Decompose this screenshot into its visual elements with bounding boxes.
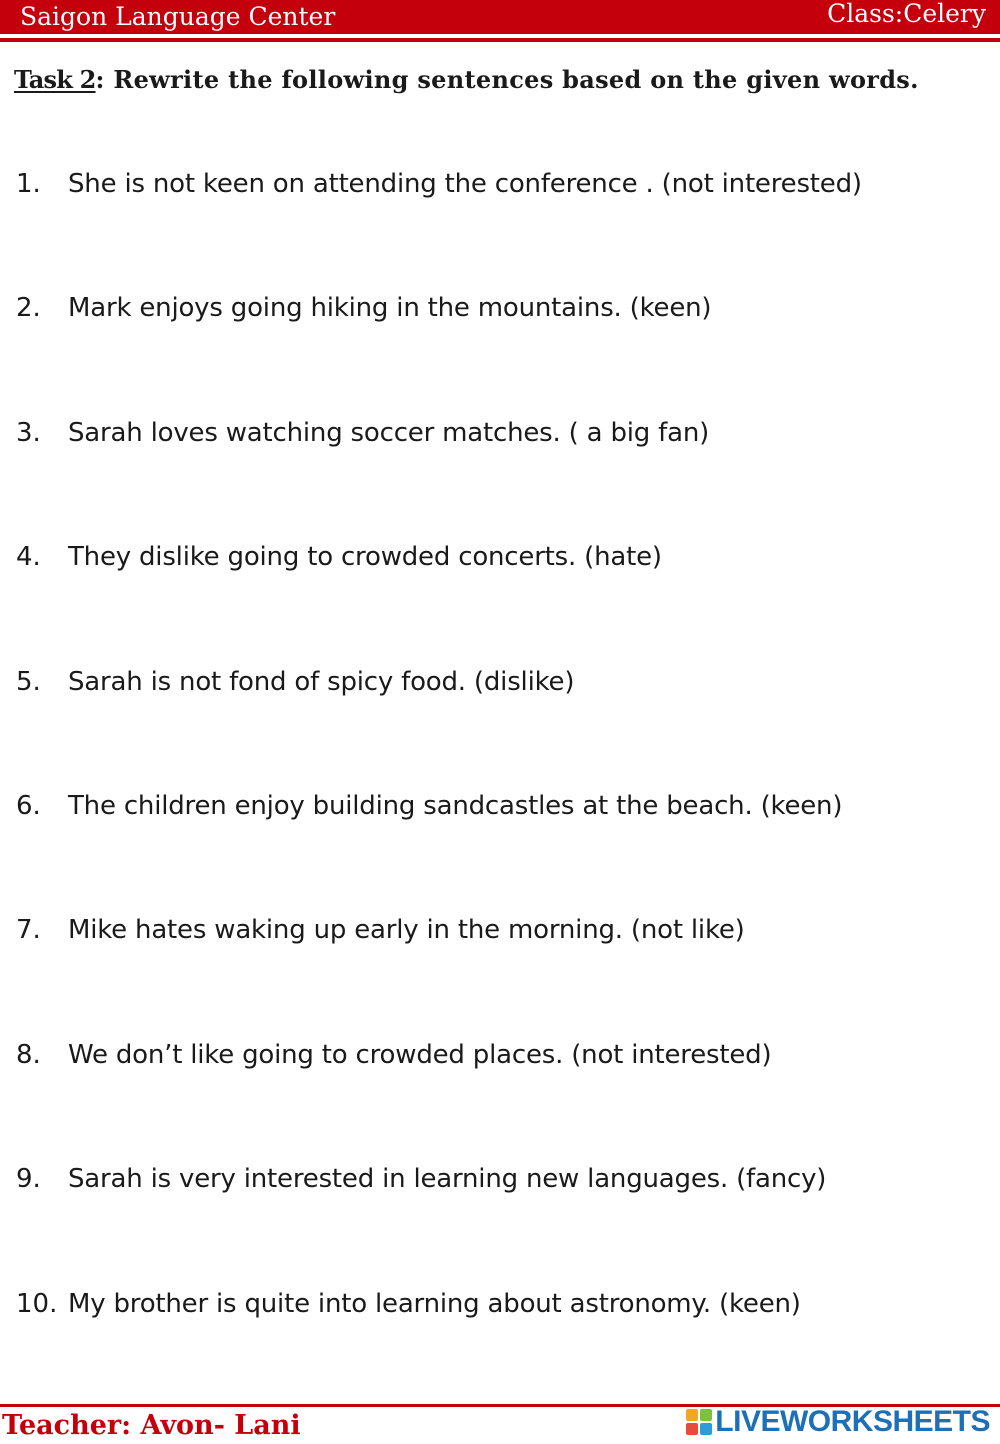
liveworksheets-logo-icon — [686, 1409, 712, 1435]
exercise-sentence: Sarah is not fond of spicy food. (dislike) — [68, 667, 575, 697]
exercise-sentence: They dislike going to crowded concerts. (hate) — [68, 542, 662, 572]
exercise-number: 10. — [16, 1289, 58, 1319]
exercise-item-5 — [16, 662, 976, 702]
exercise-sentence: Mark enjoys going hiking in the mountains. (keen) — [68, 293, 712, 323]
exercise-number: 1. — [16, 169, 41, 199]
exercise-sentence: The children enjoy building sandcastles at the beach. (keen) — [68, 791, 843, 821]
exercise-sentence: Mike hates waking up early in the morning. (not like) — [68, 915, 745, 945]
exercise-number: 9. — [16, 1164, 41, 1194]
exercise-number: 2. — [16, 293, 41, 323]
exercise-item-3 — [16, 413, 976, 453]
exercise-sentence: We don’t like going to crowded places. (not interested) — [68, 1040, 772, 1070]
exercise-item-4 — [16, 537, 976, 577]
exercise-sentence: Sarah loves watching soccer matches. ( a big fan) — [68, 418, 710, 448]
exercise-number: 5. — [16, 667, 41, 697]
exercise-sentence: My brother is quite into learning about astronomy. (keen) — [68, 1289, 801, 1319]
teacher-name: Teacher: Avon- Lani — [2, 1410, 301, 1441]
exercise-item-8 — [16, 1035, 976, 1075]
exercise-number: 6. — [16, 791, 41, 821]
class-label: Class:Celery — [827, 0, 986, 28]
exercise-item-10 — [16, 1284, 976, 1324]
exercise-sentence: Sarah is very interested in learning new languages. (fancy) — [68, 1164, 827, 1194]
exercise-item-7 — [16, 910, 976, 950]
brand-name: LIVEWORKSHEETS — [715, 1405, 990, 1438]
exercise-number: 7. — [16, 915, 41, 945]
exercise-number: 4. — [16, 542, 41, 572]
exercise-item-2 — [16, 288, 976, 328]
exercise-item-9 — [16, 1159, 976, 1199]
school-name: Saigon Language Center — [20, 2, 336, 31]
exercise-sentence: She is not keen on attending the conference . (not interested) — [68, 169, 862, 199]
exercise-item-6 — [16, 786, 976, 826]
exercise-item-1 — [16, 164, 976, 204]
exercise-number: 8. — [16, 1040, 41, 1070]
liveworksheets-brand[interactable] — [686, 1402, 990, 1442]
task-label: Task 2 — [14, 65, 96, 94]
exercise-number: 3. — [16, 418, 41, 448]
task-instruction: : Rewrite the following sentences based on the given words. — [95, 65, 919, 94]
